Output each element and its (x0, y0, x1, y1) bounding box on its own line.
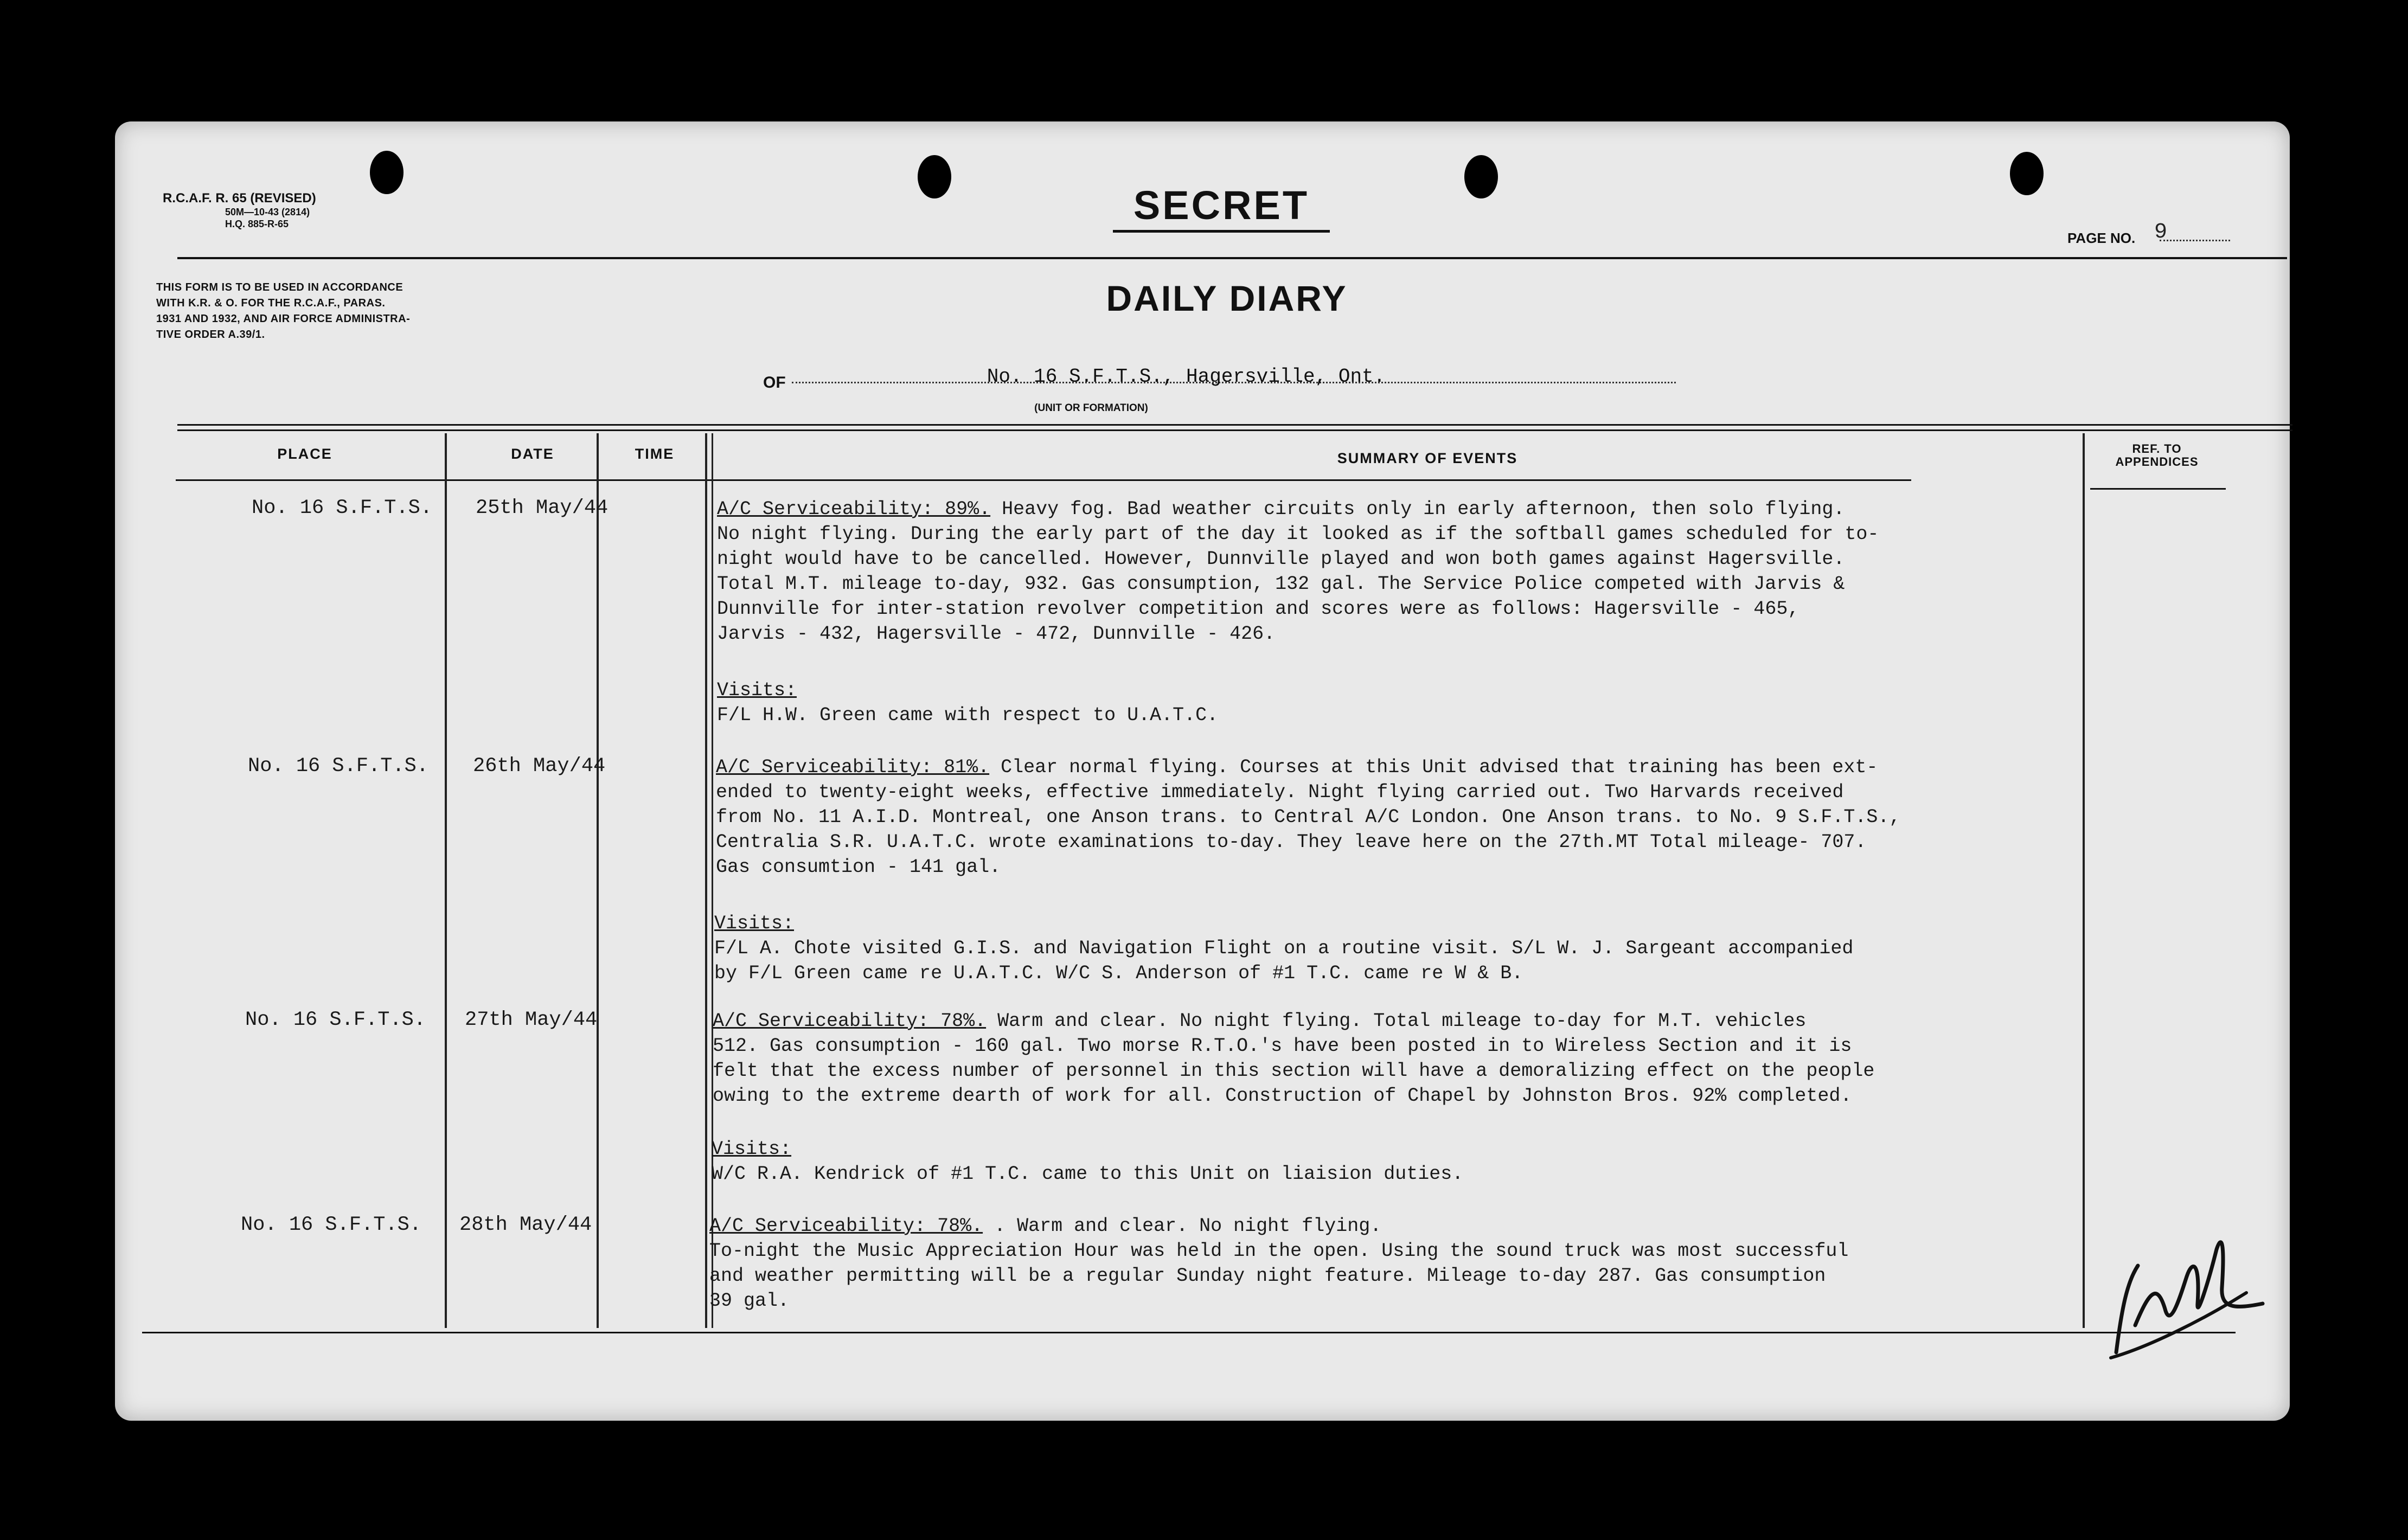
page-number-label: PAGE NO. (2067, 230, 2136, 246)
column-header-time: TIME (635, 446, 675, 462)
column-divider (705, 433, 707, 1328)
page-number-line (2160, 240, 2230, 241)
punch-hole (370, 151, 404, 194)
visits-heading: Visits: (714, 913, 795, 934)
form-code-line3: H.Q. 885-R-65 (225, 219, 289, 229)
summary-text: Heavy fog. Bad weather circuits only in early afternoon, then solo flying. No night flying. During the early part of the day it looked as if the softball games scheduled for to- night would have to be cancelled. However, Dunnville played and won both games against Hagersville. Total M.T. mileage to-day, 932. Gas consumption, 132 gal. The Service Police competed with Jarvis & Dunnville for inter-station revolver competition and scores were as follows: Hagersville - 465, Jarvis - 432, Hagersville - 472, Dunnville - 426. (717, 498, 1879, 645)
instructions-line: 1931 AND 1932, AND AIR FORCE ADMINISTRA- (156, 313, 411, 325)
column-header-place: PLACE (277, 446, 332, 462)
form-instructions (156, 280, 410, 343)
entry-place: No. 16 S.F.T.S. (252, 497, 433, 519)
serviceability-heading: A/C Serviceability: 89%. (717, 498, 991, 520)
table-top-rule (177, 424, 2292, 426)
entry-date: 28th May/44 (459, 1214, 592, 1236)
entry-date: 25th May/44 (476, 497, 609, 519)
column-header-summary: SUMMARY OF EVENTS (1337, 450, 1518, 466)
header-rule (177, 257, 2287, 259)
serviceability-heading: A/C Serviceability: 78%. (709, 1215, 983, 1237)
ref-header-line: REF. TO (2132, 442, 2182, 455)
visits-heading: Visits: (717, 679, 797, 701)
diary-sheet (115, 121, 2290, 1421)
classification-underline (1113, 230, 1330, 233)
entry-place: No. 16 S.F.T.S. (241, 1214, 422, 1236)
column-header-date: DATE (511, 446, 554, 462)
entry-summary (709, 1214, 2109, 1313)
column-divider (445, 433, 447, 1328)
entry-summary (713, 1009, 2112, 1108)
punch-hole (1464, 155, 1498, 198)
of-label: OF (763, 374, 786, 392)
handwritten-initials (2105, 1228, 2268, 1369)
visits-heading: Visits: (712, 1138, 792, 1160)
instructions-line: THIS FORM IS TO BE USED IN ACCORDANCE (156, 281, 404, 293)
diary-title: DAILY DIARY (1106, 278, 1348, 318)
entry-date: 26th May/44 (473, 755, 606, 778)
entry-visits (712, 1137, 2111, 1186)
form-code (163, 191, 316, 230)
instructions-line: TIVE ORDER A.39/1. (156, 329, 265, 341)
entry-visits (714, 911, 2114, 986)
serviceability-heading: A/C Serviceability: 78%. (713, 1010, 987, 1032)
form-code-line2: 50M—10-43 (2814) (225, 207, 310, 217)
visits-text: W/C R.A. Kendrick of #1 T.C. came to this Unit on liaision duties. (712, 1163, 1464, 1185)
entry-date: 27th May/44 (465, 1009, 598, 1031)
page-number-value: 9 (2154, 220, 2168, 245)
ref-header-line: APPENDICES (2115, 455, 2199, 469)
punch-hole (2010, 152, 2044, 195)
entry-place: No. 16 S.F.T.S. (245, 1009, 426, 1031)
serviceability-heading: A/C Serviceability: 81%. (716, 756, 990, 778)
entry-place: No. 16 S.F.T.S. (248, 755, 429, 778)
entry-visits (717, 678, 2116, 728)
column-divider (712, 433, 713, 1328)
punch-hole (918, 155, 951, 198)
visits-text: F/L H.W. Green came with respect to U.A.T.C. (717, 704, 1219, 726)
summary-text: Warm and clear. No night flying. Total mileage to-day for M.T. vehicles 512. Gas consumption - 160 gal. Two morse R.T.O.'s have been posted in to Wireless Section and it is felt that the excess number of personnel in this section will have a demoralizing effect on the people owing to the extreme dearth of work for all. Construction of Chapel by Johnston Bros. 92% completed. (713, 1010, 1875, 1107)
table-header-rule (176, 479, 1911, 481)
form-code-line1: R.C.A.F. R. 65 (REVISED) (163, 191, 316, 206)
column-divider (597, 433, 599, 1328)
classification-title: SECRET (1133, 183, 1310, 228)
instructions-line: WITH K.R. & O. FOR THE R.C.A.F., PARAS. (156, 297, 386, 309)
table-bottom-rule (142, 1332, 2236, 1333)
table-top-rule (177, 429, 2292, 431)
visits-text: F/L A. Chote visited G.I.S. and Navigation Flight on a routine visit. S/L W. J. Sargeant accompanied by F/L Green came re U.A.T.C. W/C S. Anderson of #1 T.C. came re W & B. (714, 938, 1854, 984)
column-header-ref (2089, 442, 2225, 469)
ref-header-rule (2090, 488, 2226, 490)
summary-text: . Warm and clear. No night flying. To-night the Music Appreciation Hour was held in the open. Using the sound truck was most successful and weather permitting will be a regular Sunday night feature. Mileage to-day 287. Gas consumption 39 gal. (709, 1215, 1849, 1312)
unit-name: No. 16 S.F.T.S., Hagersville, Ont. (987, 365, 1386, 388)
summary-text: Clear normal flying. Courses at this Unit advised that training has been ext- ended to twenty-eight weeks, effective immediately. Night flying carried out. Two Harvards received from No. 11 A.I.D. Montreal, one Anson trans. to Central A/C London. One Anson trans. to No. 9 S.F.T.S., Centralia S.R. U.A.T.C. wrote examinations to-day. They leave here on the 27th.MT Total mileage- 707. Gas consumtion - 141 gal. (716, 756, 1901, 878)
entry-summary (717, 497, 2116, 646)
unit-caption: (UNIT OR FORMATION) (1034, 402, 1148, 414)
entry-summary (716, 755, 2115, 880)
